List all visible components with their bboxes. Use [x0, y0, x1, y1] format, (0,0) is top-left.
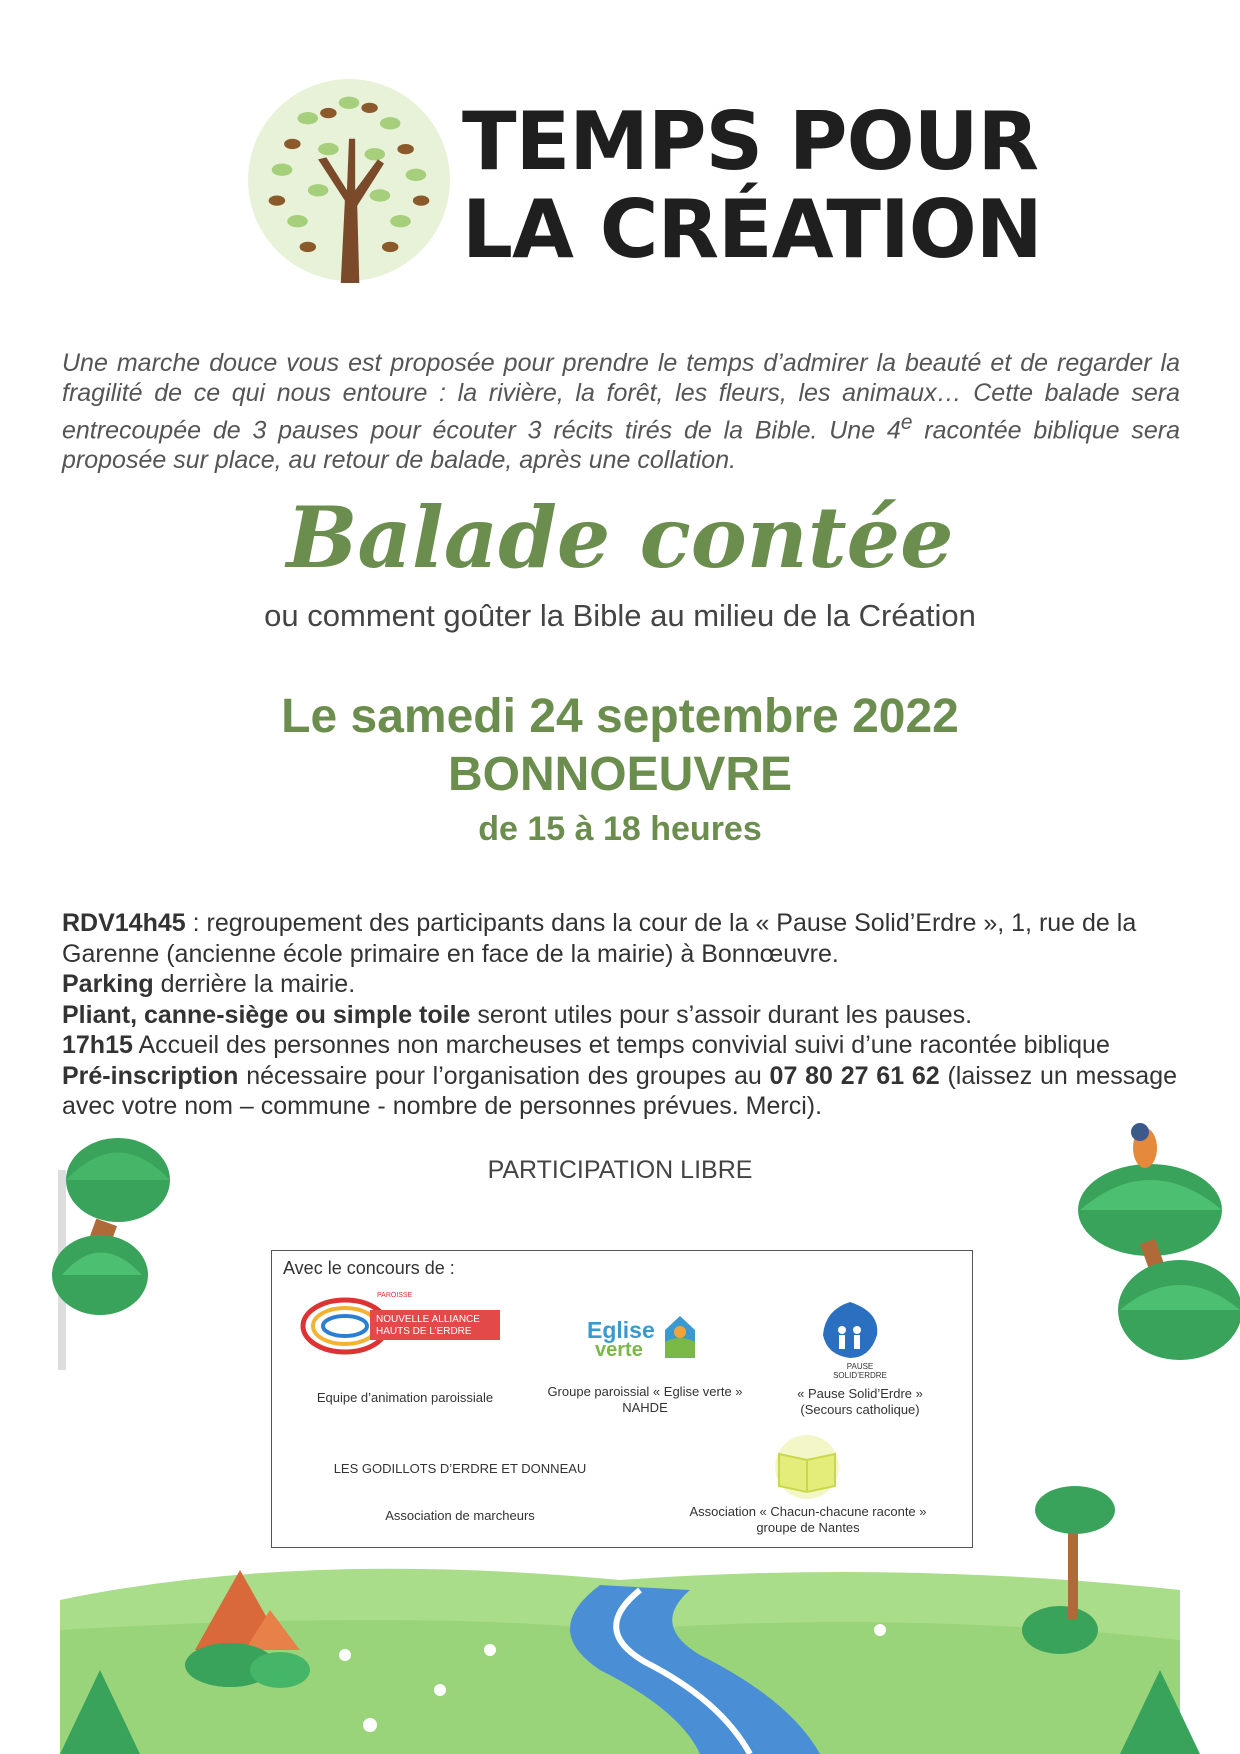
welcome-line: 17h15 Accueil des personnes non marcheuses et temps convivial suivi d’une racontée biblique [62, 1031, 1110, 1059]
pause-solid-erdre-logo-text: PAUSE SOLID’ERDRE [833, 1362, 887, 1380]
intro-text-2: racontée biblique sera proposée sur place, au retour de balade, après une collation. [62, 416, 1180, 475]
page-title [462, 95, 1082, 276]
sponsor-caption-paroisse: Equipe d’animation paroissiale [316, 1390, 494, 1405]
sponsor-caption-eglise-verte: Groupe paroissial « Eglise verte » NAHDE [547, 1384, 743, 1415]
event-details [62, 908, 1177, 1122]
intro-paragraph [62, 348, 1180, 475]
preregistration-line: Pré-inscription nécessaire pour l’organisation des groupes au 07 80 27 61 62 (laissez un message avec votre nom – commune - nombre de personnes prévues. Merci). [62, 1061, 1177, 1120]
event-place: BONNOEUVRE [447, 748, 793, 801]
parking-line: Parking derrière la mairie. [62, 970, 356, 998]
event-date: Le samedi 24 septembre 2022 [281, 690, 959, 743]
sponsors-heading: Avec le concours de : [283, 1258, 455, 1278]
title-line-2: LA CRÉATION [462, 183, 1042, 276]
intro-text-1: Une marche douce vous est proposée pour prendre le temps d’admirer la beauté et de regarder la fragilité de ce qui nous entoure : la rivière, la forêt, les fleurs, les animaux… Cette balade sera entrecoupée de 3 pauses pour écouter 3 récits tirés de la Bible. Une 4 [62, 349, 1180, 445]
paroisse-logo-line2: NOUVELLE ALLIANCE [376, 1314, 480, 1325]
eglise-verte-logo-line1: Eglise [587, 1317, 655, 1343]
intro-superscript: e [900, 411, 913, 434]
eglise-verte-logo-icon [660, 1312, 700, 1358]
event-headline: Balade contée [286, 488, 954, 587]
sponsor-name-godillots: LES GODILLOTS D’ERDRE ET DONNEAU [333, 1461, 587, 1476]
open-book-logo-icon [767, 1434, 847, 1500]
tree-leaves-logo-icon [246, 77, 452, 283]
sponsor-caption-chacun-chacune: Association « Chacun-chacune raconte » groupe de Nantes [689, 1504, 927, 1535]
seat-line: Pliant, canne-siège ou simple toile seront utiles pour s’assoir durant les pauses. [62, 1000, 973, 1029]
participation-label: PARTICIPATION LIBRE [487, 1156, 753, 1184]
event-subheadline: ou comment goûter la Bible au milieu de la Création [264, 598, 976, 633]
title-line-1: TEMPS POUR [462, 95, 1039, 188]
event-hours: de 15 à 18 heures [478, 810, 762, 848]
sponsor-caption-pause-solid-erdre: « Pause Solid’Erdre » (Secours catholique) [797, 1386, 923, 1417]
paroisse-logo-line3: HAUTS DE L’ERDRE [376, 1326, 472, 1337]
sponsor-caption-godillots: Association de marcheurs [385, 1508, 535, 1523]
phone-number: 07 80 27 61 62 [769, 1061, 940, 1090]
rdv-line: RDV14h45 : regroupement des participants dans la cour de la « Pause Solid’Erdre », 1, rue de la Garenne (ancienne école primaire en face de la mairie) à Bonnœuvre. [62, 909, 1137, 968]
pause-solid-erdre-logo-icon [815, 1300, 885, 1360]
paroisse-logo-line1: PAROISSE [377, 1292, 413, 1299]
eglise-verte-logo-line2: verte [595, 1339, 643, 1361]
